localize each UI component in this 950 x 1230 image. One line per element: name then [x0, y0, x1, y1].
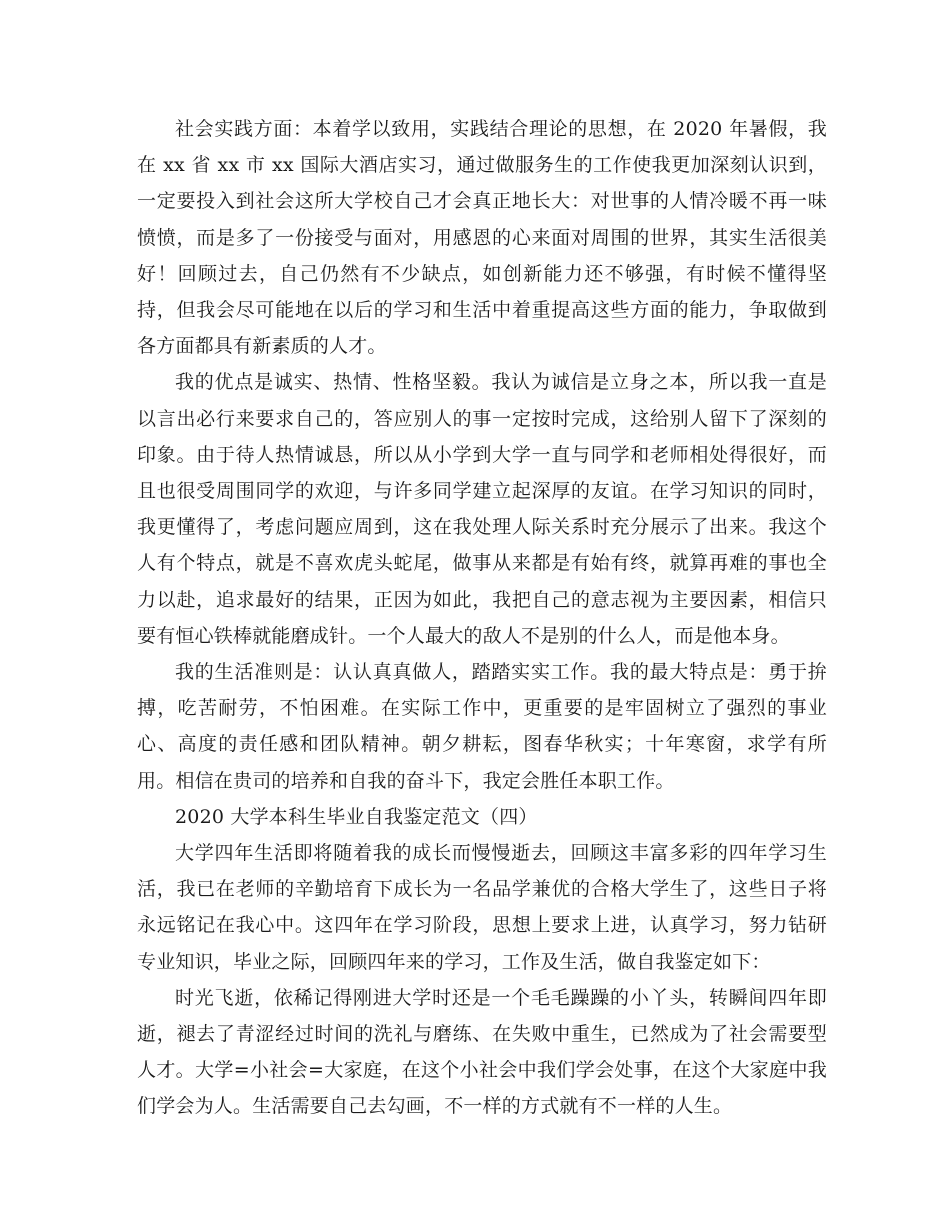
paragraph-social-practice: 社会实践方面：本着学以致用，实践结合理论的思想，在 2020 年暑假，我在 xx 省 xx 市 xx 国际大酒店实习，通过做服务生的工作使我更加深刻认识到，一定要投入到社会这所大学校自己才会真正地长大：对世事的人情冷暖不再一味愤愤，而是多了一份接受与面对，用感恩的心来面对周围的世界，其实生活很美好！回顾过去，自己仍然有不少缺点，如创新能力还不够强，有时候不懂得坚持，但我会尽可能地在以后的学习和生活中着重提高这些方面的能力，争取做到各方面都具有新素质的人才。 [137, 118, 827, 358]
paragraph-time-flies: 时光飞逝，依稀记得刚进大学时还是一个毛毛躁躁的小丫头，转瞬间四年即逝，褪去了青涩经过时间的洗礼与磨练、在失败中重生，已然成为了社会需要型人才。大学=小社会=大家庭，在这个小社会中我们学会处事，在这个大家庭中我们学会为人。生活需要自己去勾画，不一样的方式就有不一样的人生。 [137, 986, 827, 1118]
paragraph-life-principles: 我的生活准则是：认认真真做人，踏踏实实工作。我的最大特点是：勇于拚搏，吃苦耐劳，不怕困难。在实际工作中，更重要的是牢固树立了强烈的事业心、高度的责任感和团队精神。朝夕耕耘，图春华秋实；十年寒窗，求学有所用。相信在贵司的培养和自我的奋斗下，我定会胜任本职工作。 [137, 661, 827, 792]
section-title: 2020 大学本科生毕业自我鉴定范文（四） [175, 805, 538, 828]
paragraph-university-life: 大学四年生活即将随着我的成长而慢慢逝去，回顾这丰富多彩的四年学习生活，我已在老师的辛勤培育下成长为一名品学兼优的合格大学生了，这些日子将永远铭记在我心中。这四年在学习阶段，思想上要求上进，认真学习，努力钻研专业知识，毕业之际，回顾四年来的学习，工作及生活，做自我鉴定如下： [137, 842, 827, 973]
paragraph-strengths: 我的优点是诚实、热情、性格坚毅。我认为诚信是立身之本，所以我一直是以言出必行来要求自己的，答应别人的事一定按时完成，这给别人留下了深刻的印象。由于待人热情诚恳，所以从小学到大学一直与同学和老师相处得很好，而且也很受周围同学的欢迎，与许多同学建立起深厚的友谊。在学习知识的同时，我更懂得了，考虑问题应周到，这在我处理人际关系时充分展示了出来。我这个人有个特点，就是不喜欢虎头蛇尾，做事从来都是有始有终，就算再难的事也全力以赴，追求最好的结果，正因为如此，我把自己的意志视为主要因素，相信只要有恒心铁棒就能磨成针。一个人最大的敌人不是别的什么人，而是他本身。 [137, 371, 827, 647]
document-body [137, 111, 827, 1125]
